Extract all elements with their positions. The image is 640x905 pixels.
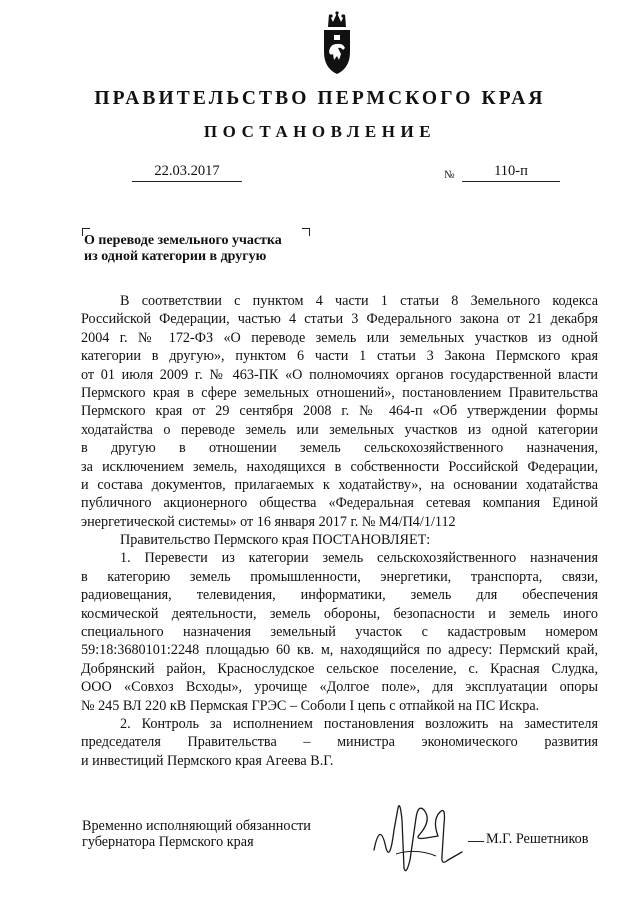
number-underline — [462, 181, 560, 182]
body-line: 2004 г. № 172-ФЗ «О переводе земель или земельных участков из одной — [81, 329, 598, 346]
body-line: В соответствии с пунктом 4 части 1 статьи 8 Земельного кодекса — [120, 293, 598, 309]
body-line: категории в другую», пунктом 6 части 1 статьи 3 Закона Пермского края — [81, 348, 598, 365]
body-line: в другую в отношении земель сельскохозяйственного назначения, — [81, 440, 598, 457]
signer-position — [82, 818, 311, 850]
subject-line: из одной категории в другую — [84, 249, 267, 264]
signer-position-line: губернатора Пермского края — [82, 834, 254, 850]
body-line: 2. Контроль за исполнением постановления возложить на заместителя — [120, 715, 598, 732]
coat-of-arms-emblem — [317, 10, 357, 76]
body-line: радиовещания, телевидения, информатики, земель для обеспечения — [81, 587, 598, 604]
body-line: энергетической системы» от 16 января 2017 г. № М4/П4/1/112 — [81, 513, 456, 530]
document-body — [81, 292, 598, 770]
handwritten-signature — [366, 790, 476, 880]
date-underline — [132, 181, 242, 182]
body-line: Пермского края от 29 сентября 2008 г. № 464-п «Об утверждении формы — [81, 403, 598, 420]
document-date: 22.03.2017 — [154, 163, 220, 179]
number-sign: № — [444, 169, 455, 181]
body-line: председателя Правительства – министра экономического развития — [81, 734, 598, 751]
body-line: Российской Федерации, частью 4 статьи 3 Федерального закона от 21 декабря — [81, 311, 598, 328]
subject-line: О переводе земельного участка — [84, 233, 282, 248]
body-line: ходатайства о переводе земель или земельных участков из одной категории — [81, 421, 598, 438]
body-line: специального назначения земельный участок с кадастровым номером — [81, 624, 598, 641]
signer-name: М.Г. Решетников — [486, 831, 589, 847]
body-line: в категорию земель промышленности, энергетики, транспорта, связи, — [81, 568, 598, 585]
body-line: от 01 июля 2009 г. № 463-ПК «О полномочиях органов государственной власти — [81, 366, 598, 383]
body-line: публичного акционерного общества «Федеральная сетевая компания Единой — [81, 495, 598, 512]
document-subject — [84, 233, 324, 265]
government-title: ПРАВИТЕЛЬСТВО ПЕРМСКОГО КРАЯ — [94, 88, 546, 109]
body-line: Пермского края в сфере земельных отношений», постановлением Правительства — [81, 384, 598, 401]
body-line: 1. Перевести из категории земель сельскохозяйственного назначения — [120, 550, 598, 567]
signer-position-line: Временно исполняющий обязанности — [82, 818, 311, 834]
body-line: ООО «Совхоз Всходы», урочище «Долгое поле», для эксплуатации опоры — [81, 679, 598, 696]
body-line: и состава документов, прилагаемых к ходатайству», на основании ходатайства — [81, 476, 598, 493]
body-line: и инвестиций Пермского края Агеева В.Г. — [81, 752, 334, 769]
body-line: за исключением земель, находящихся в собственности Российской Федерации, — [81, 458, 598, 475]
body-line: Добрянский район, Краснослудское сельское поселение, с. Красная Слудка, — [81, 660, 598, 677]
document-type: ПОСТАНОВЛЕНИЕ — [203, 122, 437, 141]
body-line: № 245 ВЛ 220 кВ Пермская ГРЭС – Соболи I цепь с отпайкой на ПС Искра. — [81, 697, 540, 714]
body-line: 59:18:3680101:2248 площадью 60 кв. м, находящийся по адресу: Пермский край, — [81, 642, 598, 659]
document-number: 110-п — [494, 163, 528, 179]
body-line: Правительство Пермского края ПОСТАНОВЛЯЕТ: — [120, 532, 431, 549]
signature-dash — [468, 841, 484, 842]
body-line: космической деятельности, земель обороны, безопасности и земель иного — [81, 605, 598, 622]
